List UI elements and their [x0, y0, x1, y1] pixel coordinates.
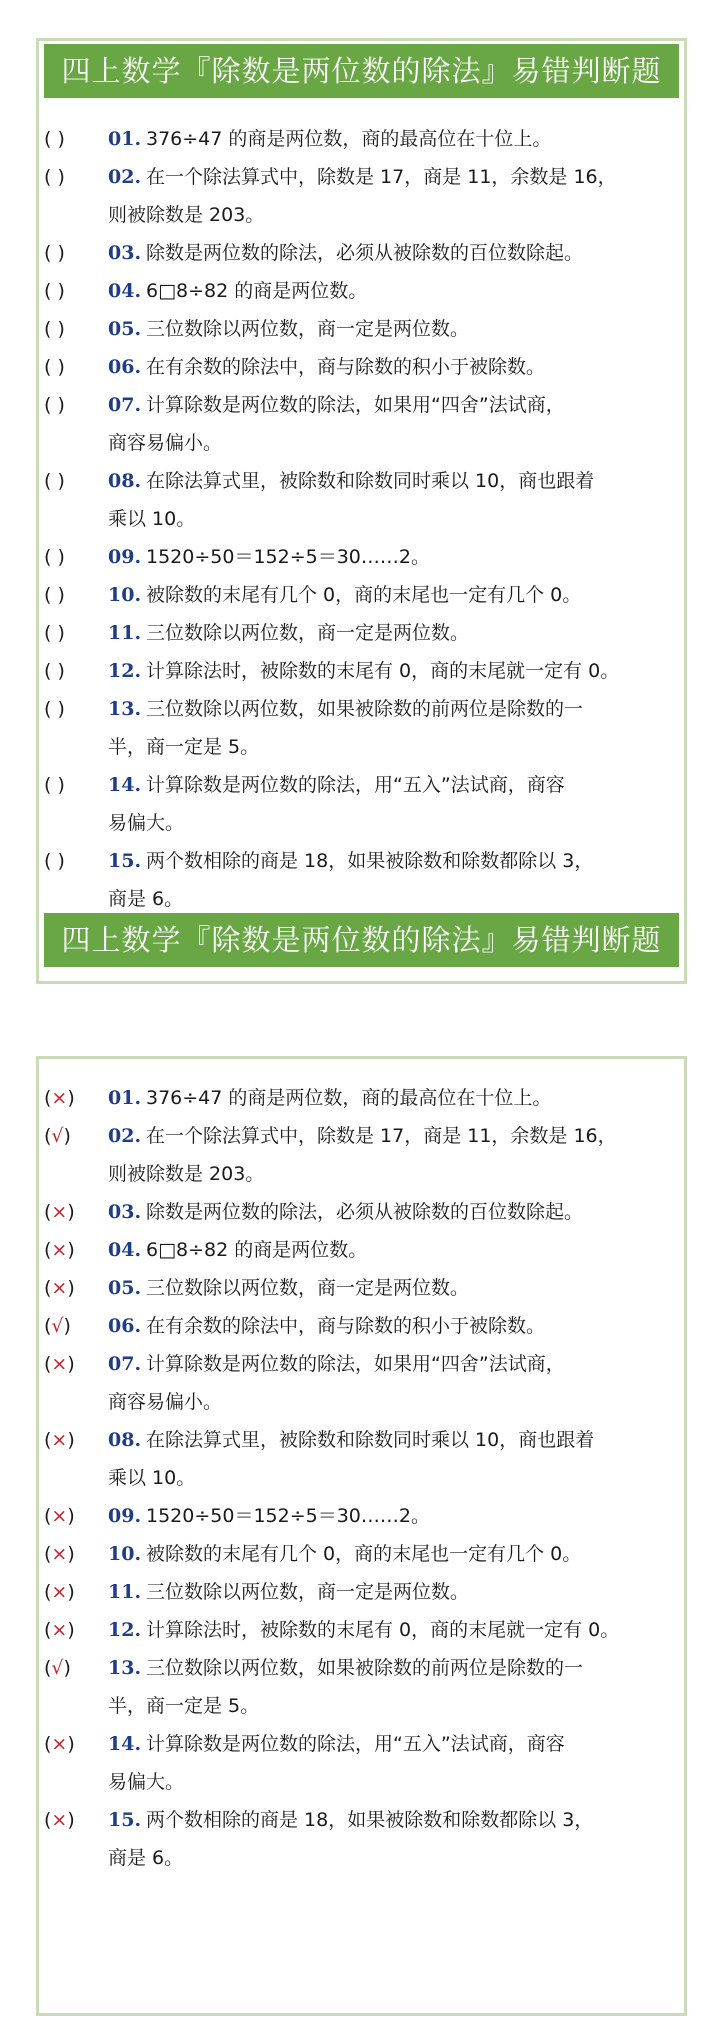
blank-bracket: ( ) [44, 698, 65, 720]
question-text: 计算除法时，被除数的末尾有 0，商的末尾就一定有 0。 [146, 660, 620, 682]
question-number: 05. [108, 318, 142, 340]
cross-mark: × [51, 1201, 68, 1223]
answer-item [44, 1117, 682, 1193]
question-text: 在一个除法算式中，除数是 17，商是 11，余数是 16， [146, 166, 617, 188]
check-mark: √ [51, 1125, 64, 1147]
question-text: 在有余数的除法中，商与除数的积小于被除数。 [146, 356, 546, 378]
answer-bracket: (×) [44, 1733, 75, 1755]
question-item [44, 842, 682, 918]
question-number: 13. [108, 698, 142, 720]
question-number: 07. [108, 1353, 142, 1375]
question-text-continued: 易偏大。 [108, 1771, 185, 1793]
blank-bracket: ( ) [44, 318, 65, 340]
question-text: 被除数的末尾有几个 0，商的末尾也一定有几个 0。 [146, 1543, 582, 1565]
question-number: 09. [108, 1505, 142, 1527]
question-text: 两个数相除的商是 18，如果被除数和除数都除以 3， [146, 1809, 594, 1831]
check-mark: √ [51, 1315, 64, 1337]
question-text: 除数是两位数的除法，必须从被除数的百位数除起。 [146, 242, 584, 264]
answer-item [44, 1421, 682, 1497]
question-text: 在有余数的除法中，商与除数的积小于被除数。 [146, 1315, 546, 1337]
blank-bracket: ( ) [44, 546, 65, 568]
blank-bracket: ( ) [44, 394, 65, 416]
question-number: 06. [108, 356, 142, 378]
question-number: 11. [108, 1581, 142, 1603]
question-number: 02. [108, 1125, 142, 1147]
question-text: 376÷47 的商是两位数，商的最高位在十位上。 [146, 1087, 552, 1109]
answer-item [44, 1497, 682, 1535]
blank-bracket: ( ) [44, 850, 65, 872]
question-text-continued: 半，商一定是 5。 [108, 1695, 260, 1717]
answer-item [44, 1649, 682, 1725]
answer-item [44, 1307, 682, 1345]
question-text: 三位数除以两位数，商一定是两位数。 [146, 318, 470, 340]
question-number: 01. [108, 1087, 142, 1109]
question-item [44, 348, 682, 386]
question-number: 01. [108, 128, 142, 150]
cross-mark: × [51, 1505, 68, 1527]
question-text: 在除法算式里，被除数和除数同时乘以 10，商也跟着 [146, 470, 595, 492]
answer-item [44, 1345, 682, 1421]
question-text: 1520÷50＝152÷5＝30……2。 [146, 1505, 430, 1527]
question-item [44, 462, 682, 538]
answer-item [44, 1573, 682, 1611]
answer-bracket: (√) [44, 1125, 71, 1147]
question-number: 07. [108, 394, 142, 416]
answer-bracket: (×) [44, 1353, 75, 1375]
cross-mark: × [51, 1733, 68, 1755]
question-item [44, 386, 682, 462]
question-number: 10. [108, 584, 142, 606]
question-text-continued: 商是 6。 [108, 888, 184, 910]
section-title: 四上数学『除数是两位数的除法』易错判断题 [44, 913, 679, 967]
question-number: 12. [108, 1619, 142, 1641]
question-number: 08. [108, 470, 142, 492]
cross-mark: × [51, 1277, 68, 1299]
question-text: 两个数相除的商是 18，如果被除数和除数都除以 3， [146, 850, 594, 872]
question-text: 6□8÷82 的商是两位数。 [146, 1239, 368, 1261]
answer-bracket: (×) [44, 1581, 75, 1603]
question-text-continued: 乘以 10。 [108, 508, 196, 530]
answer-bracket: (×) [44, 1543, 75, 1565]
blank-bracket: ( ) [44, 584, 65, 606]
blank-bracket: ( ) [44, 356, 65, 378]
cross-mark: × [51, 1087, 68, 1109]
answer-item [44, 1725, 682, 1801]
answer-bracket: (×) [44, 1429, 75, 1451]
check-mark: √ [51, 1657, 64, 1679]
cross-mark: × [51, 1429, 68, 1451]
question-text: 计算除数是两位数的除法，如果用“四舍”法试商， [146, 1353, 565, 1375]
question-number: 12. [108, 660, 142, 682]
answer-bracket: (×) [44, 1809, 75, 1831]
answer-bracket: (×) [44, 1239, 75, 1261]
question-item [44, 538, 682, 576]
answer-bracket: (×) [44, 1619, 75, 1641]
question-text: 计算除数是两位数的除法，用“五入”法试商，商容 [146, 1733, 565, 1755]
question-number: 11. [108, 622, 142, 644]
answer-bracket: (×) [44, 1201, 75, 1223]
question-number: 14. [108, 1733, 142, 1755]
blank-bracket: ( ) [44, 774, 65, 796]
blank-bracket: ( ) [44, 166, 65, 188]
question-text: 除数是两位数的除法，必须从被除数的百位数除起。 [146, 1201, 584, 1223]
question-item [44, 690, 682, 766]
question-number: 09. [108, 546, 142, 568]
question-text-continued: 乘以 10。 [108, 1467, 196, 1489]
question-number: 15. [108, 1809, 142, 1831]
question-text-continued: 则被除数是 203。 [108, 204, 265, 226]
cross-mark: × [51, 1543, 68, 1565]
question-item [44, 234, 682, 272]
blank-bracket: ( ) [44, 470, 65, 492]
question-text: 三位数除以两位数，如果被除数的前两位是除数的一 [146, 1657, 584, 1679]
question-item [44, 310, 682, 348]
question-text-continued: 则被除数是 203。 [108, 1163, 265, 1185]
question-text: 三位数除以两位数，商一定是两位数。 [146, 622, 470, 644]
question-text: 在一个除法算式中，除数是 17，商是 11，余数是 16， [146, 1125, 617, 1147]
question-number: 14. [108, 774, 142, 796]
question-text: 计算除数是两位数的除法，用“五入”法试商，商容 [146, 774, 565, 796]
question-item [44, 576, 682, 614]
answer-bracket: (√) [44, 1657, 71, 1679]
question-item [44, 614, 682, 652]
answer-item [44, 1535, 682, 1573]
answer-bracket: (×) [44, 1277, 75, 1299]
answer-item [44, 1231, 682, 1269]
question-text-continued: 半，商一定是 5。 [108, 736, 260, 758]
question-text: 计算除数是两位数的除法，如果用“四舍”法试商， [146, 394, 565, 416]
question-item [44, 766, 682, 842]
question-text: 三位数除以两位数，商一定是两位数。 [146, 1277, 470, 1299]
question-number: 08. [108, 1429, 142, 1451]
question-number: 15. [108, 850, 142, 872]
cross-mark: × [51, 1809, 68, 1831]
question-number: 04. [108, 1239, 142, 1261]
question-text-continued: 商容易偏小。 [108, 432, 223, 454]
question-text: 被除数的末尾有几个 0，商的末尾也一定有几个 0。 [146, 584, 582, 606]
blank-bracket: ( ) [44, 660, 65, 682]
answer-item [44, 1079, 682, 1117]
question-number: 03. [108, 1201, 142, 1223]
question-number: 05. [108, 1277, 142, 1299]
question-number: 04. [108, 280, 142, 302]
answer-item [44, 1801, 682, 1877]
question-text: 6□8÷82 的商是两位数。 [146, 280, 368, 302]
blank-bracket: ( ) [44, 622, 65, 644]
answer-item [44, 1193, 682, 1231]
answer-bracket: (×) [44, 1087, 75, 1109]
question-text: 1520÷50＝152÷5＝30……2。 [146, 546, 430, 568]
question-item [44, 272, 682, 310]
question-text: 在除法算式里，被除数和除数同时乘以 10，商也跟着 [146, 1429, 595, 1451]
question-text-continued: 商是 6。 [108, 1847, 184, 1869]
question-number: 13. [108, 1657, 142, 1679]
blank-bracket: ( ) [44, 242, 65, 264]
question-text: 三位数除以两位数，如果被除数的前两位是除数的一 [146, 698, 584, 720]
question-number: 06. [108, 1315, 142, 1337]
cross-mark: × [51, 1353, 68, 1375]
answer-item [44, 1611, 682, 1649]
question-text: 计算除法时，被除数的末尾有 0，商的末尾就一定有 0。 [146, 1619, 620, 1641]
cross-mark: × [51, 1239, 68, 1261]
question-item [44, 120, 682, 158]
question-text-continued: 商容易偏小。 [108, 1391, 223, 1413]
answer-item [44, 1269, 682, 1307]
question-number: 03. [108, 242, 142, 264]
cross-mark: × [51, 1581, 68, 1603]
answer-bracket: (√) [44, 1315, 71, 1337]
question-item [44, 158, 682, 234]
blank-bracket: ( ) [44, 128, 65, 150]
question-text: 376÷47 的商是两位数，商的最高位在十位上。 [146, 128, 552, 150]
page-title: 四上数学『除数是两位数的除法』易错判断题 [44, 44, 679, 98]
question-text: 三位数除以两位数，商一定是两位数。 [146, 1581, 470, 1603]
question-number: 02. [108, 166, 142, 188]
question-number: 10. [108, 1543, 142, 1565]
answer-bracket: (×) [44, 1505, 75, 1527]
blank-bracket: ( ) [44, 280, 65, 302]
cross-mark: × [51, 1619, 68, 1641]
question-text-continued: 易偏大。 [108, 812, 185, 834]
question-item [44, 652, 682, 690]
